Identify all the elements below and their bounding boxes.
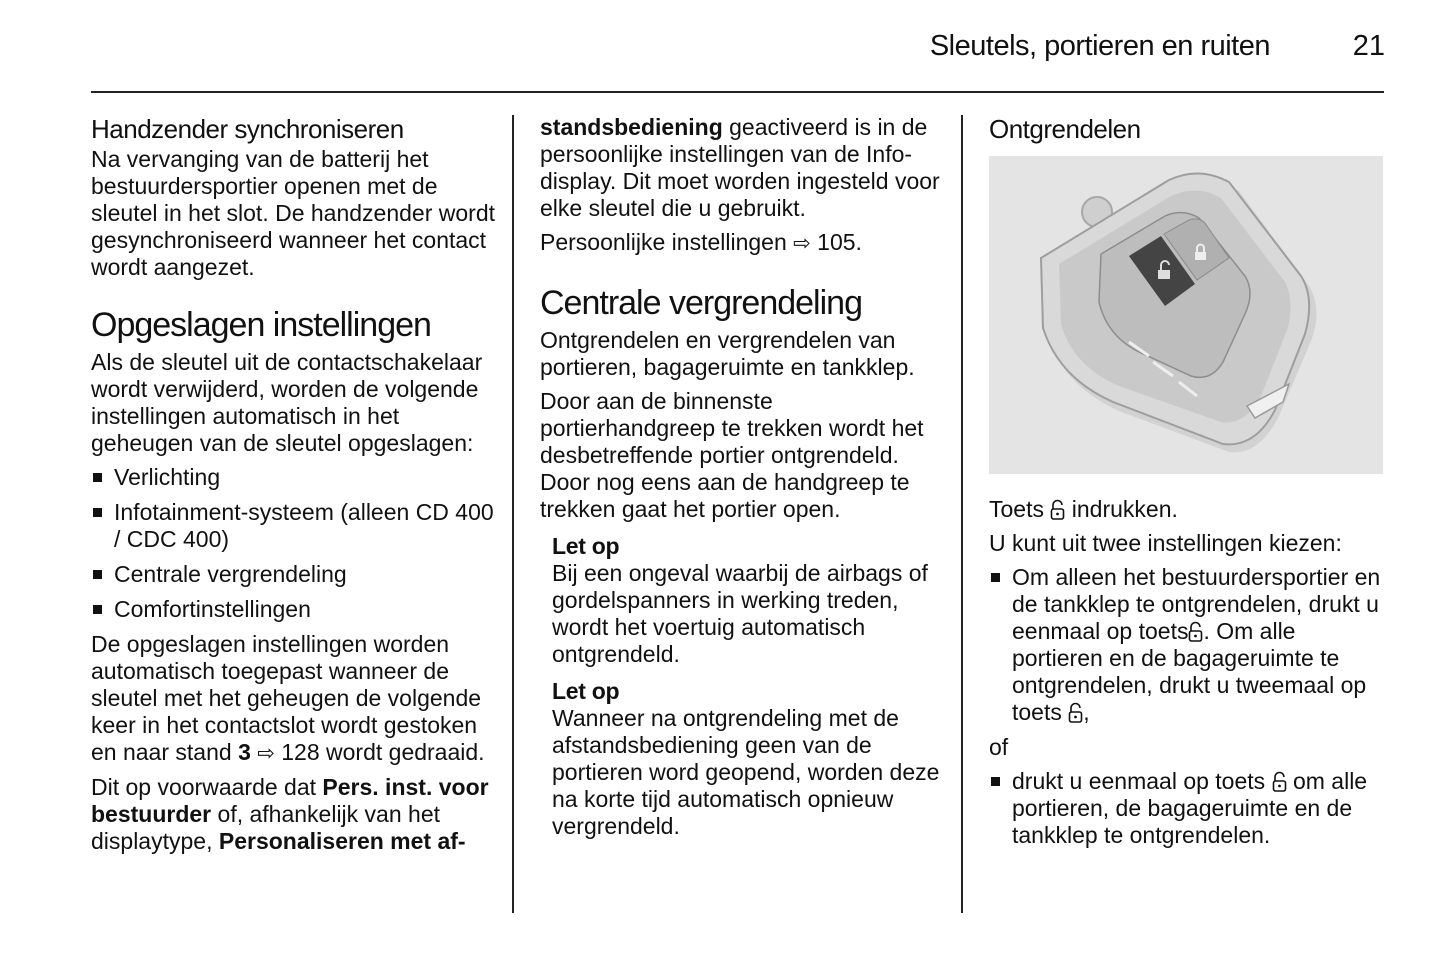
column-3 — [989, 114, 1385, 857]
note-title: Let op — [552, 533, 620, 559]
note-title: Let op — [552, 678, 620, 704]
page-reference-arrow-icon: ⇨ — [257, 742, 275, 765]
page-reference[interactable]: 128 — [281, 739, 320, 765]
paragraph-saved: Als de sleutel uit de contactschakelaar wordt verwijderd, worden de volgende instellingen automatisch in het geheugen van de sleutel opgeslagen: — [91, 349, 483, 456]
bullet-square-icon — [93, 508, 102, 517]
column-2 — [540, 114, 942, 840]
column-divider-right — [961, 115, 963, 913]
list-item: Comfortinstellingen — [91, 596, 496, 623]
bullet-square-icon — [93, 473, 102, 482]
unlock-icon — [1188, 621, 1203, 643]
heading-sync: Handzender synchroniseren — [91, 114, 404, 144]
page-reference[interactable]: 105. — [817, 229, 862, 255]
column-divider-left — [512, 115, 514, 913]
paragraph-reference: Persoonlijke instellingen ⇨ 105. — [540, 229, 862, 255]
paragraph-central-1: Ontgrendelen en vergrendelen van portieren, bagageruimte en tankklep. — [540, 327, 915, 380]
header-divider — [91, 91, 1384, 93]
bullet-square-icon — [93, 605, 102, 614]
note-2 — [552, 678, 942, 840]
heading-unlock: Ontgrendelen — [989, 114, 1141, 144]
saved-settings-list — [91, 464, 496, 623]
key-fob-illustration — [989, 156, 1383, 474]
page-number: 21 — [1352, 30, 1385, 62]
bullet-square-icon — [991, 573, 1000, 582]
paragraph-applied: De opgeslagen instellingen worden automatisch toegepast wanneer de sleutel met het geheugen de volgende keer in het contactslot wordt gestoken en naar stand 3 ⇨ 128 wordt gedraaid. — [91, 631, 485, 765]
paragraph-press-button: Toets indrukken. — [989, 496, 1178, 522]
paragraph-continued: standsbediening geactiveerd is in de persoonlijke instellingen van de Info-display. Dit moet worden ingesteld voor elke sleutel die u gebruikt. — [540, 114, 940, 221]
unlock-options-list-2 — [989, 768, 1385, 849]
note-text: Bij een ongeval waarbij de airbags of gordelspanners in werking treden, wordt het voertuig automatisch ontgrendeld. — [552, 560, 928, 667]
key-fob-image — [989, 156, 1383, 474]
paragraph-condition: Dit op voorwaarde dat Pers. inst. voor bestuurder of, afhankelijk van het displaytype, Personaliseren met af- — [91, 774, 489, 854]
section-title: Sleutels, portieren en ruiten — [929, 30, 1270, 62]
list-item: Centrale vergrendeling — [91, 561, 496, 588]
unlock-icon — [1068, 702, 1083, 724]
paragraph-choose: U kunt uit twee instellingen kiezen: — [989, 530, 1342, 556]
heading-central-locking: Centrale vergrendeling — [540, 284, 862, 322]
page-reference-arrow-icon: ⇨ — [793, 232, 811, 255]
unlock-icon — [1050, 499, 1065, 521]
paragraph-sync: Na vervanging van de batterij het bestuurdersportier openen met de sleutel in het slot. De handzender wordt gesynchroniseerd wanneer het contact wordt aangezet. — [91, 146, 496, 280]
bullet-square-icon — [991, 777, 1000, 786]
list-item: Om alleen het bestuurdersportier en de tankklep te ontgrendelen, drukt u eenmaal op toets . Om alle portieren en de bagageruimte te ontgrendelen, drukt u tweemaal op toets , — [989, 564, 1385, 726]
heading-saved-settings: Opgeslagen instellingen — [91, 306, 431, 344]
list-item: drukt u eenmaal op toets om alle portieren, de bagageruimte en de tankklep te ontgrendelen. — [989, 768, 1385, 849]
paragraph-central-2: Door aan de binnenste portierhandgreep te trekken wordt het desbetreffende portier ontgrendeld. Door nog eens aan de handgreep te trekken gaat het portier open. — [540, 388, 924, 522]
bullet-square-icon — [93, 570, 102, 579]
unlock-icon — [1272, 771, 1287, 793]
note-text: Wanneer na ontgrendeling met de afstandsbediening geen van de portieren word geopend, worden deze na korte tijd automatisch opnieuw vergrendeld. — [552, 705, 940, 839]
or-separator: of — [989, 734, 1009, 760]
column-1 — [91, 114, 496, 862]
list-item: Infotainment-systeem (alleen CD 400 / CDC 400) — [91, 499, 496, 553]
unlock-options-list — [989, 564, 1385, 726]
list-item: Verlichting — [91, 464, 496, 491]
note-1 — [552, 533, 942, 668]
